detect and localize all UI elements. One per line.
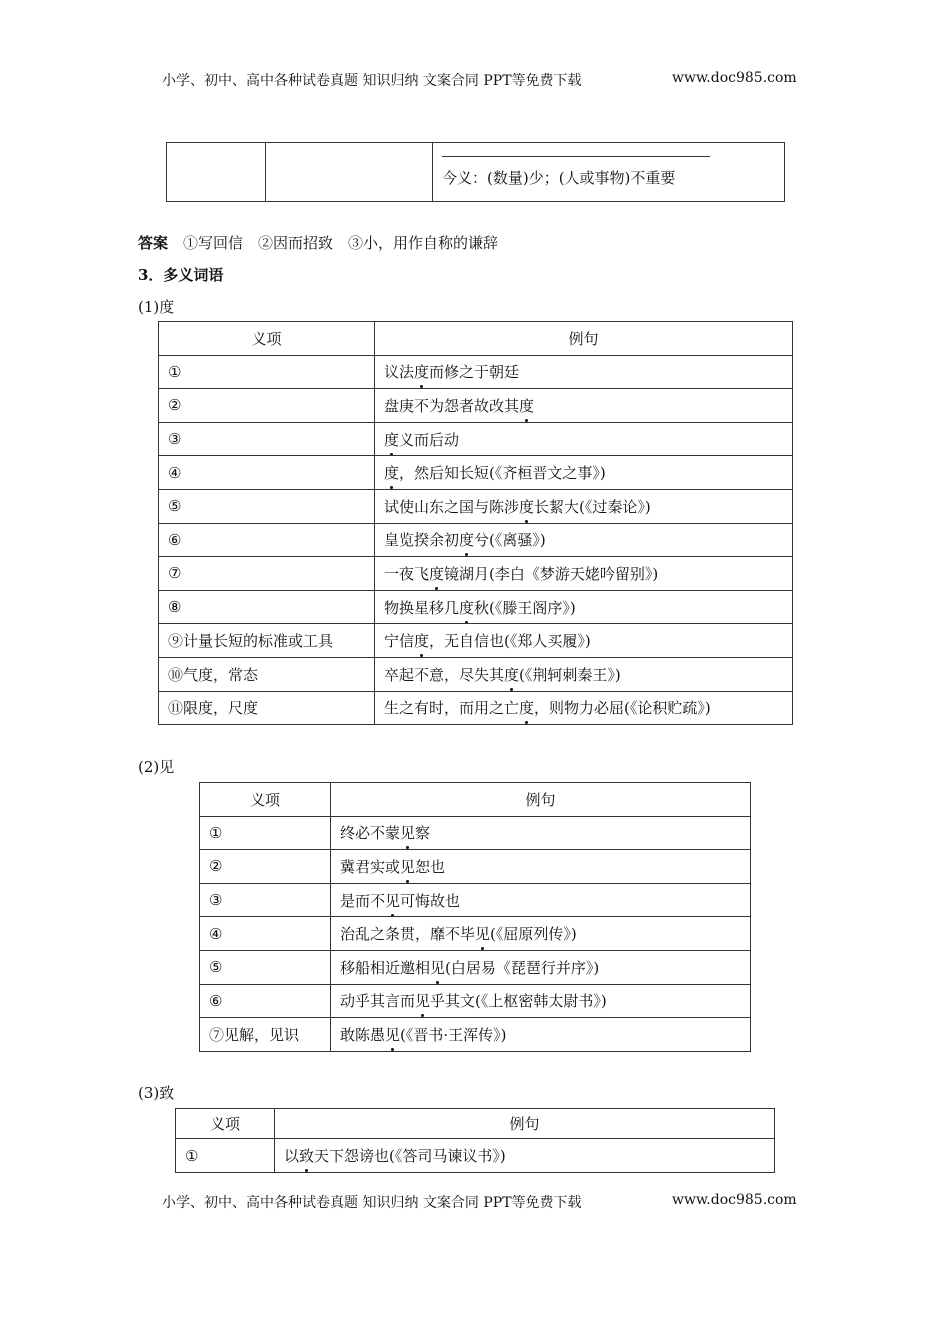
key-word: 见: [400, 824, 416, 843]
example-text-before: 议法: [384, 363, 415, 382]
example-text-before: 盘庚不为怨者故改其: [384, 396, 520, 415]
t2-title: (2)见: [138, 758, 175, 776]
meaning-cell: ①: [159, 355, 375, 389]
example-text-before: 是而不: [340, 891, 386, 910]
example-text-before: 冀君实或: [340, 857, 401, 876]
example-text-after: 乎其文(《上枢密韩太尉书》): [430, 992, 607, 1011]
table-row: [159, 489, 793, 523]
key-word: 度: [414, 363, 430, 382]
example-cell: [331, 1018, 751, 1052]
table-header-row: [159, 322, 793, 356]
table-row: [200, 950, 751, 984]
table-row: [167, 143, 785, 202]
example-text-after: 可悔故也: [400, 891, 461, 910]
table-row: [200, 984, 751, 1018]
footer-text: 小学、初中、高中各种试卷真题 知识归纳 文案合同 PPT等免费下载: [162, 1195, 582, 1211]
example-text-after: ，然后知长短(《齐桓晋文之事》): [399, 464, 606, 483]
example-text-after: 长絜大(《过秦论》): [534, 497, 651, 516]
column-header-meaning: 义项: [159, 322, 375, 356]
example-text-before: 以: [284, 1147, 300, 1165]
key-word: 见: [415, 992, 431, 1011]
key-word: 度: [519, 699, 535, 718]
example-text-after: 兮(《离骚》): [474, 531, 546, 550]
key-word: 见: [430, 958, 446, 977]
header-text: 小学、初中、高中各种试卷真题 知识归纳 文案合同 PPT等免费下载: [162, 73, 582, 89]
example-text-before: 一夜飞: [384, 564, 430, 583]
example-cell: [331, 950, 751, 984]
example-text-before: 动乎其言而: [340, 992, 416, 1011]
example-text-before: 移船相近邀相: [340, 958, 431, 977]
key-word: 度: [519, 396, 535, 415]
table-row: [159, 523, 793, 557]
polysemy-table-jian: [199, 782, 751, 1052]
example-cell: [375, 456, 793, 490]
example-text-after: ，则物力必屈(《论积贮疏》): [534, 699, 711, 718]
column-header-example: 例句: [375, 322, 793, 356]
table-cell: [433, 143, 785, 202]
key-word: 度: [384, 464, 400, 483]
meaning-cell: ②: [200, 850, 331, 884]
example-text-before: 敢陈愚: [340, 1025, 386, 1044]
example-text-after: (白居易《琵琶行并序》): [445, 958, 600, 977]
meaning-cell: ⑨计量长短的标准或工具: [159, 624, 375, 658]
table-row: [159, 557, 793, 591]
example-text-before: 物换星移几: [384, 598, 460, 617]
t1-title: (1)度: [138, 298, 175, 316]
word-meaning-table-continued: [166, 142, 785, 202]
table-row: [159, 624, 793, 658]
table-row: [159, 456, 793, 490]
example-text-after: 而修之于朝廷: [429, 363, 520, 382]
key-word: 见: [475, 925, 491, 944]
fill-blank-line: [442, 156, 710, 157]
example-cell: [375, 389, 793, 423]
modern-meaning: 今义：(数量)少；(人或事物)不重要: [442, 169, 676, 187]
example-cell: [331, 917, 751, 951]
meaning-cell: ⑦: [159, 557, 375, 591]
example-text-after: 恕也: [415, 857, 446, 876]
column-header-example: 例句: [331, 783, 751, 817]
example-text-before: 卒起不意，尽失其: [384, 665, 505, 684]
meaning-cell: ②: [159, 389, 375, 423]
column-header-example: 例句: [275, 1109, 775, 1139]
meaning-cell: ⑧: [159, 590, 375, 624]
example-text-after: ，无自信也(《郑人买履》): [429, 632, 591, 651]
example-cell: [375, 590, 793, 624]
example-text-before: 终必不蒙: [340, 824, 401, 843]
page-footer: [162, 1192, 802, 1212]
key-word: 度: [459, 531, 475, 550]
table-row: [200, 816, 751, 850]
key-word: 见: [400, 857, 416, 876]
table-header-row: [176, 1109, 775, 1139]
example-text-after: 义而后动: [399, 430, 460, 449]
column-header-meaning: 义项: [176, 1109, 275, 1139]
example-text-after: 秋(《滕王阁序》): [474, 598, 576, 617]
table-row: [159, 422, 793, 456]
example-text-after: 镜湖月(李白《梦游天姥吟留别》): [444, 564, 659, 583]
table-cell: [266, 143, 433, 202]
meaning-cell: ⑤: [159, 489, 375, 523]
section-title: 3．多义词语: [138, 266, 224, 284]
example-cell: [331, 850, 751, 884]
key-word: 度: [519, 497, 535, 516]
polysemy-table-zhi: [175, 1108, 775, 1173]
example-cell: [375, 624, 793, 658]
example-cell: [375, 657, 793, 691]
key-word: 见: [385, 1025, 401, 1044]
table-row: [176, 1139, 775, 1173]
answer-label: 答案: [138, 234, 169, 252]
answer-text: ①写回信 ②因而招致 ③小，用作自称的谦辞: [183, 234, 499, 252]
example-cell: [375, 355, 793, 389]
meaning-cell: ⑥: [200, 984, 331, 1018]
table-row: [200, 1018, 751, 1052]
example-text-after: (《屈原列传》): [490, 925, 577, 944]
example-text-before: 皇览揆余初: [384, 531, 460, 550]
meaning-cell: ④: [159, 456, 375, 490]
example-text-after: (《荆轲刺秦王》): [519, 665, 621, 684]
example-text-before: 宁信: [384, 632, 415, 651]
meaning-cell: ①: [176, 1139, 275, 1173]
meaning-cell: ④: [200, 917, 331, 951]
meaning-cell: ③: [159, 422, 375, 456]
table-header-row: [200, 783, 751, 817]
example-cell: [375, 523, 793, 557]
example-cell: [375, 691, 793, 725]
example-text-after: 察: [415, 824, 431, 843]
meaning-cell: ⑥: [159, 523, 375, 557]
answer-line: [138, 232, 498, 253]
table-row: [159, 691, 793, 725]
meaning-cell: ⑪限度，尺度: [159, 691, 375, 725]
page-header: [162, 70, 802, 90]
example-cell: [275, 1139, 775, 1173]
meaning-cell: ⑦见解，见识: [200, 1018, 331, 1052]
meaning-cell: ⑤: [200, 950, 331, 984]
table-row: [200, 883, 751, 917]
meaning-cell: ①: [200, 816, 331, 850]
table-row: [159, 355, 793, 389]
key-word: 度: [459, 598, 475, 617]
table-row: [200, 917, 751, 951]
example-cell: [331, 816, 751, 850]
footer-site: www.doc985.com: [672, 1192, 797, 1208]
key-word: 见: [385, 891, 401, 910]
meaning-cell: ⑩气度，常态: [159, 657, 375, 691]
column-header-meaning: 义项: [200, 783, 331, 817]
key-word: 度: [384, 430, 400, 449]
table-row: [159, 389, 793, 423]
example-text-before: 治乱之条贯，靡不毕: [340, 925, 476, 944]
table-row: [159, 590, 793, 624]
header-site: www.doc985.com: [672, 70, 797, 86]
example-text-after: 天下怨谤也(《答司马谏议书》): [314, 1147, 506, 1165]
meaning-cell: ③: [200, 883, 331, 917]
example-text-before: 试使山东之国与陈涉: [384, 497, 520, 516]
example-cell: [331, 984, 751, 1018]
key-word: 致: [299, 1147, 315, 1165]
polysemy-table-du: [158, 321, 793, 725]
table-cell: [167, 143, 266, 202]
example-cell: [375, 489, 793, 523]
example-cell: [375, 557, 793, 591]
table-row: [200, 850, 751, 884]
example-text-after: (《晋书·王浑传》): [400, 1025, 507, 1044]
key-word: 度: [414, 632, 430, 651]
table-row: [159, 657, 793, 691]
example-cell: [331, 883, 751, 917]
example-text-before: 生之有时，而用之亡: [384, 699, 520, 718]
key-word: 度: [429, 564, 445, 583]
example-cell: [375, 422, 793, 456]
key-word: 度: [504, 665, 520, 684]
t3-title: (3)致: [138, 1084, 175, 1102]
